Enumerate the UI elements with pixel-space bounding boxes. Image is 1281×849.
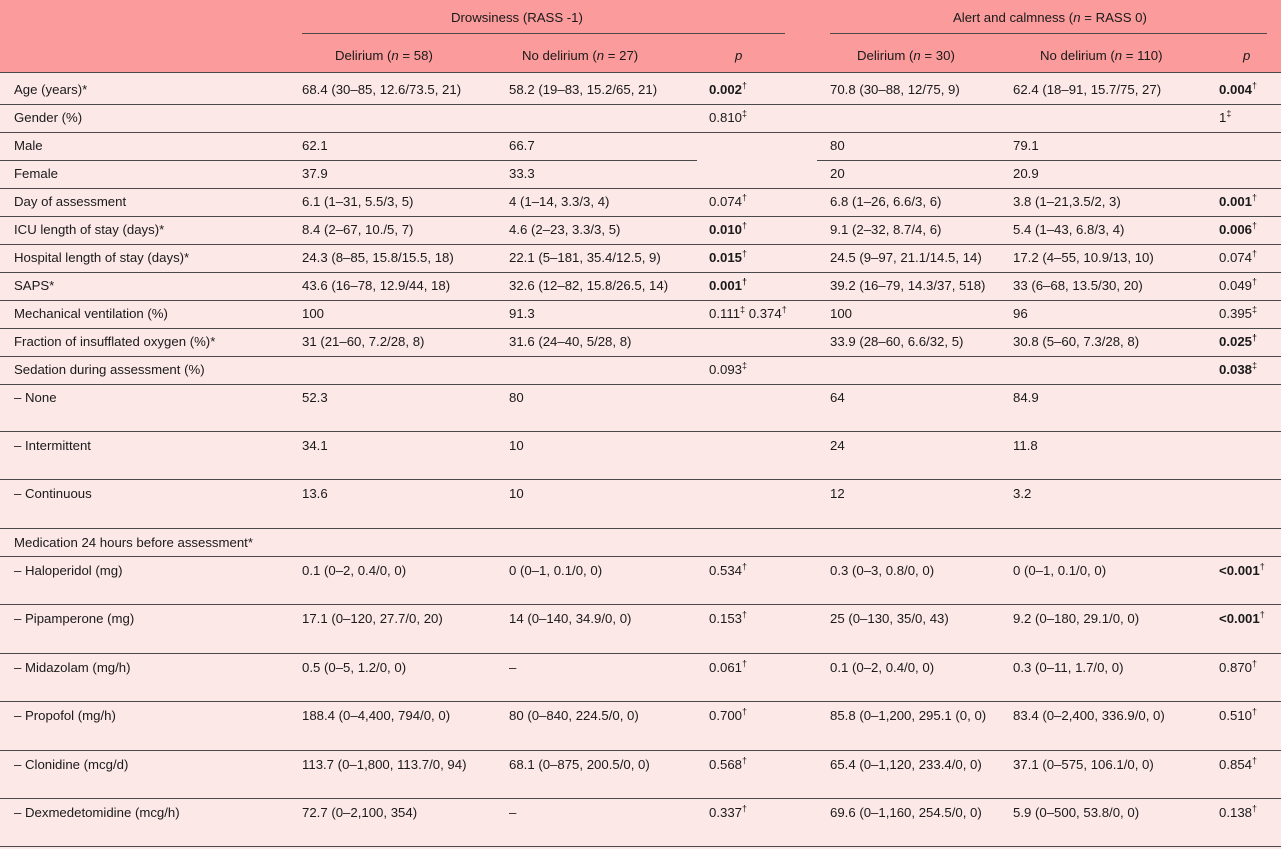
cell-drowsy-nodelirium: – bbox=[509, 660, 517, 675]
cell-drowsy-nodelirium: 4 (1–14, 3.3/3, 4) bbox=[509, 194, 610, 209]
footnote-marker: ‡ bbox=[1226, 108, 1232, 119]
footnote-marker: † bbox=[742, 561, 748, 572]
p-value: 0.004 bbox=[1219, 82, 1253, 97]
group-header-alert: Alert and calmness (n = RASS 0) bbox=[953, 10, 1147, 25]
cell-alert-nodelirium: 0.3 (0–11, 1.7/0, 0) bbox=[1013, 660, 1124, 675]
col-header-delirium-58: Delirium (n = 58) bbox=[335, 48, 433, 63]
cell-drowsy-nodelirium: 22.1 (5–181, 35.4/12.5, 9) bbox=[509, 250, 661, 265]
cell-alert-nodelirium: 5.4 (1–43, 6.8/3, 4) bbox=[1013, 222, 1125, 237]
p-value: <0.001 bbox=[1219, 611, 1260, 626]
row-label: Gender (%) bbox=[14, 110, 83, 125]
row-divider bbox=[0, 132, 1281, 133]
cell-drowsy-delirium: 8.4 (2–67, 10./5, 7) bbox=[302, 222, 414, 237]
row-label: ICU length of stay (days)* bbox=[14, 222, 165, 237]
cell-p-drowsiness bbox=[709, 194, 747, 210]
cell-alert-nodelirium: 84.9 bbox=[1013, 390, 1039, 405]
cell-alert-nodelirium: 33 (6–68, 13.5/30, 20) bbox=[1013, 278, 1143, 293]
row-label: Mechanical ventilation (%) bbox=[14, 306, 168, 321]
p-value: 0.074 bbox=[1219, 250, 1253, 265]
cell-alert-nodelirium: 62.4 (18–91, 15.7/75, 27) bbox=[1013, 82, 1162, 97]
row-divider bbox=[0, 104, 1281, 105]
cell-p-alert bbox=[1219, 362, 1257, 378]
footnote-marker: † bbox=[742, 192, 748, 203]
cell-drowsy-nodelirium: 10 bbox=[509, 486, 524, 501]
row-divider bbox=[0, 798, 1281, 799]
cell-alert-nodelirium: 83.4 (0–2,400, 336.9/0, 0) bbox=[1013, 708, 1165, 723]
row-label: – Dexmedetomidine (mcg/h) bbox=[14, 805, 180, 820]
footnote-marker: † bbox=[742, 248, 748, 259]
footnote-marker: † bbox=[742, 803, 748, 814]
cell-p-drowsiness bbox=[709, 362, 747, 378]
cell-p-alert bbox=[1219, 278, 1257, 294]
p-value: 0.700 bbox=[709, 708, 743, 723]
cell-p-alert bbox=[1219, 194, 1257, 210]
row-label: Day of assessment bbox=[14, 194, 127, 209]
row-divider bbox=[0, 750, 1281, 751]
row-divider bbox=[0, 653, 1281, 654]
cell-p-alert bbox=[1219, 563, 1265, 579]
footnote-marker: ‡ bbox=[740, 304, 746, 315]
row-label: Age (years)* bbox=[14, 82, 88, 97]
cell-p-alert bbox=[1219, 805, 1257, 821]
cell-alert-nodelirium: 5.9 (0–500, 53.8/0, 0) bbox=[1013, 805, 1140, 820]
p-value: 0.395 bbox=[1219, 306, 1253, 321]
row-label: – Intermittent bbox=[14, 438, 91, 453]
col-header-delirium-30: Delirium (n = 30) bbox=[857, 48, 955, 63]
row-divider bbox=[0, 528, 1281, 529]
p-value: 0.870 bbox=[1219, 660, 1253, 675]
row-divider bbox=[0, 160, 697, 161]
p-value: 0.510 bbox=[1219, 708, 1253, 723]
cell-alert-nodelirium: 17.2 (4–55, 10.9/13, 10) bbox=[1013, 250, 1154, 265]
cell-p-alert bbox=[1219, 110, 1231, 126]
cell-drowsy-delirium: 52.3 bbox=[302, 390, 328, 405]
cell-p-drowsiness bbox=[709, 250, 747, 266]
row-label: Fraction of insufflated oxygen (%)* bbox=[14, 334, 216, 349]
footnote-marker: † bbox=[1252, 220, 1258, 231]
cell-p-drowsiness bbox=[709, 611, 747, 627]
cell-alert-nodelirium: 37.1 (0–575, 106.1/0, 0) bbox=[1013, 757, 1154, 772]
row-label: – Haloperidol (mg) bbox=[14, 563, 123, 578]
cell-drowsy-delirium: 0.5 (0–5, 1.2/0, 0) bbox=[302, 660, 407, 675]
cell-drowsy-delirium: 6.1 (1–31, 5.5/3, 5) bbox=[302, 194, 414, 209]
cell-p-drowsiness bbox=[709, 278, 747, 294]
cell-drowsy-nodelirium: 31.6 (24–40, 5/28, 8) bbox=[509, 334, 632, 349]
p-value: 0.568 bbox=[709, 757, 743, 772]
row-label: Sedation during assessment (%) bbox=[14, 362, 205, 377]
cell-drowsy-delirium: 0.1 (0–2, 0.4/0, 0) bbox=[302, 563, 407, 578]
cell-alert-delirium: 70.8 (30–88, 12/75, 9) bbox=[830, 82, 960, 97]
p-value: 0.074 bbox=[709, 194, 743, 209]
row-divider bbox=[0, 701, 1281, 702]
cell-p-alert bbox=[1219, 757, 1257, 773]
cell-drowsy-delirium: 62.1 bbox=[302, 138, 328, 153]
footnote-marker: † bbox=[1252, 192, 1258, 203]
cell-alert-delirium: 65.4 (0–1,120, 233.4/0, 0) bbox=[830, 757, 982, 772]
table-bottom-rule bbox=[0, 846, 1281, 847]
cell-alert-delirium: 20 bbox=[830, 166, 845, 181]
row-label: – Clonidine (mcg/d) bbox=[14, 757, 129, 772]
footnote-marker: † bbox=[1259, 561, 1265, 572]
row-divider bbox=[0, 188, 1281, 189]
cell-drowsy-delirium: 31 (21–60, 7.2/28, 8) bbox=[302, 334, 425, 349]
p-value: 0.138 bbox=[1219, 805, 1253, 820]
cell-p-drowsiness bbox=[709, 660, 747, 676]
p-value: 0.010 bbox=[709, 222, 743, 237]
p-value: 0.015 bbox=[709, 250, 743, 265]
p-value: 0.810 bbox=[709, 110, 743, 125]
row-divider bbox=[0, 272, 1281, 273]
p-value: 0.854 bbox=[1219, 757, 1253, 772]
footnote-marker: † bbox=[742, 658, 748, 669]
cell-alert-nodelirium: 3.8 (1–21,3.5/2, 3) bbox=[1013, 194, 1121, 209]
p-value: <0.001 bbox=[1219, 563, 1260, 578]
cell-drowsy-delirium: 68.4 (30–85, 12.6/73.5, 21) bbox=[302, 82, 462, 97]
footnote-marker: ‡ bbox=[1252, 360, 1258, 371]
cell-drowsy-nodelirium: 66.7 bbox=[509, 138, 535, 153]
cell-drowsy-delirium: 24.3 (8–85, 15.8/15.5, 18) bbox=[302, 250, 454, 265]
row-label: Female bbox=[14, 166, 58, 181]
p-value: 0.002 bbox=[709, 82, 743, 97]
row-divider bbox=[0, 479, 1281, 480]
cell-alert-delirium: 0.1 (0–2, 0.4/0, 0) bbox=[830, 660, 935, 675]
row-label: Hospital length of stay (days)* bbox=[14, 250, 190, 265]
cell-alert-delirium: 24.5 (9–97, 21.1/14.5, 14) bbox=[830, 250, 982, 265]
cell-drowsy-delirium: 13.6 bbox=[302, 486, 328, 501]
cell-drowsy-delirium: 72.7 (0–2,100, 354) bbox=[302, 805, 418, 820]
cell-alert-delirium: 64 bbox=[830, 390, 845, 405]
cell-p-alert bbox=[1219, 660, 1257, 676]
cell-p-alert bbox=[1219, 708, 1257, 724]
footnote-marker: † bbox=[1252, 706, 1258, 717]
cell-alert-nodelirium: 96 bbox=[1013, 306, 1028, 321]
p-value-secondary: 0.374 bbox=[745, 306, 782, 321]
cell-drowsy-delirium: 37.9 bbox=[302, 166, 328, 181]
cell-alert-delirium: 39.2 (16–79, 14.3/37, 518) bbox=[830, 278, 986, 293]
cell-drowsy-nodelirium: 33.3 bbox=[509, 166, 535, 181]
footnote-marker: † bbox=[1252, 803, 1258, 814]
footnote-marker: † bbox=[1252, 658, 1258, 669]
footnote-marker: † bbox=[1252, 276, 1258, 287]
cell-p-drowsiness bbox=[709, 805, 747, 821]
cell-drowsy-delirium: 43.6 (16–78, 12.9/44, 18) bbox=[302, 278, 451, 293]
col-header-p1: p bbox=[735, 48, 743, 63]
header-bottom-rule bbox=[0, 72, 1281, 73]
p-value: 0.001 bbox=[1219, 194, 1253, 209]
cell-alert-delirium: 100 bbox=[830, 306, 853, 321]
row-divider bbox=[0, 384, 1281, 385]
cell-alert-delirium: 0.3 (0–3, 0.8/0, 0) bbox=[830, 563, 935, 578]
footnote-marker: ‡ bbox=[1252, 304, 1258, 315]
cell-drowsy-nodelirium: 80 (0–840, 224.5/0, 0) bbox=[509, 708, 639, 723]
cell-drowsy-delirium: 100 bbox=[302, 306, 325, 321]
footnote-marker: † bbox=[742, 706, 748, 717]
cell-alert-nodelirium: 20.9 bbox=[1013, 166, 1039, 181]
cell-alert-delirium: 33.9 (28–60, 6.6/32, 5) bbox=[830, 334, 964, 349]
cell-p-drowsiness bbox=[709, 306, 787, 322]
cell-drowsy-nodelirium: – bbox=[509, 805, 517, 820]
cell-drowsy-delirium: 188.4 (0–4,400, 794/0, 0) bbox=[302, 708, 451, 723]
cell-drowsy-nodelirium: 10 bbox=[509, 438, 524, 453]
row-divider bbox=[0, 328, 1281, 329]
cell-drowsy-nodelirium: 4.6 (2–23, 3.3/3, 5) bbox=[509, 222, 621, 237]
p-value: 0.049 bbox=[1219, 278, 1253, 293]
col-header-nodelirium-27: No delirium (n = 27) bbox=[522, 48, 639, 63]
row-label: – Midazolam (mg/h) bbox=[14, 660, 131, 675]
cell-p-drowsiness bbox=[709, 110, 747, 126]
cell-alert-delirium: 85.8 (0–1,200, 295.1 (0, 0) bbox=[830, 708, 987, 723]
p-value: 0.093 bbox=[709, 362, 743, 377]
cell-alert-nodelirium: 11.8 bbox=[1013, 438, 1038, 453]
group-header-drowsiness: Drowsiness (RASS -1) bbox=[451, 10, 583, 25]
p-value: 0.337 bbox=[709, 805, 743, 820]
row-divider bbox=[0, 604, 1281, 605]
cell-alert-nodelirium: 30.8 (5–60, 7.3/28, 8) bbox=[1013, 334, 1140, 349]
row-divider bbox=[0, 556, 1281, 557]
cell-alert-delirium: 9.1 (2–32, 8.7/4, 6) bbox=[830, 222, 942, 237]
cell-p-drowsiness bbox=[709, 708, 747, 724]
row-label: – Propofol (mg/h) bbox=[14, 708, 116, 723]
footnote-marker: † bbox=[1252, 332, 1258, 343]
cell-alert-nodelirium: 3.2 bbox=[1013, 486, 1032, 501]
row-divider bbox=[0, 356, 1281, 357]
cell-p-drowsiness bbox=[709, 222, 747, 238]
p-value: 0.153 bbox=[709, 611, 743, 626]
cell-drowsy-nodelirium: 91.3 bbox=[509, 306, 535, 321]
row-label: Male bbox=[14, 138, 43, 153]
p-value: 1 bbox=[1219, 110, 1227, 125]
p-value: 0.061 bbox=[709, 660, 743, 675]
footnote-marker: † bbox=[742, 755, 748, 766]
cell-drowsy-delirium: 17.1 (0–120, 27.7/0, 20) bbox=[302, 611, 443, 626]
cell-p-alert bbox=[1219, 334, 1257, 350]
p-value: 0.111 bbox=[709, 306, 741, 321]
cell-alert-delirium: 6.8 (1–26, 6.6/3, 6) bbox=[830, 194, 942, 209]
row-label: Medication 24 hours before assessment* bbox=[14, 535, 253, 550]
row-divider bbox=[0, 300, 1281, 301]
cell-p-alert bbox=[1219, 250, 1257, 266]
row-label: – Pipamperone (mg) bbox=[14, 611, 135, 626]
col-header-p2: p bbox=[1243, 48, 1251, 63]
footnote-marker: ‡ bbox=[742, 360, 748, 371]
cell-drowsy-nodelirium: 58.2 (19–83, 15.2/65, 21) bbox=[509, 82, 658, 97]
footnote-marker: † bbox=[1252, 755, 1258, 766]
row-label: SAPS* bbox=[14, 278, 55, 293]
p-value: 0.006 bbox=[1219, 222, 1253, 237]
cell-p-alert bbox=[1219, 306, 1257, 322]
cell-alert-nodelirium: 79.1 bbox=[1013, 138, 1039, 153]
footnote-marker: † bbox=[781, 304, 787, 315]
row-divider bbox=[0, 431, 1281, 432]
row-divider bbox=[817, 160, 1281, 161]
cell-p-drowsiness bbox=[709, 757, 747, 773]
cell-p-drowsiness bbox=[709, 82, 747, 98]
row-divider bbox=[0, 244, 1281, 245]
cell-alert-delirium: 12 bbox=[830, 486, 845, 501]
cell-alert-delirium: 24 bbox=[830, 438, 845, 453]
cell-alert-nodelirium: 9.2 (0–180, 29.1/0, 0) bbox=[1013, 611, 1140, 626]
p-value: 0.001 bbox=[709, 278, 743, 293]
p-value: 0.038 bbox=[1219, 362, 1253, 377]
cell-drowsy-nodelirium: 80 bbox=[509, 390, 524, 405]
group-underline-alert bbox=[830, 33, 1267, 34]
cell-alert-delirium: 69.6 (0–1,160, 254.5/0, 0) bbox=[830, 805, 982, 820]
cell-drowsy-delirium: 34.1 bbox=[302, 438, 328, 453]
cell-drowsy-delirium: 113.7 (0–1,800, 113.7/0, 94) bbox=[302, 757, 467, 772]
footnote-marker: † bbox=[1252, 248, 1258, 259]
group-underline-drowsiness bbox=[302, 33, 785, 34]
p-value: 0.534 bbox=[709, 563, 743, 578]
cell-p-alert bbox=[1219, 82, 1257, 98]
row-divider bbox=[0, 216, 1281, 217]
col-header-nodelirium-110: No delirium (n = 110) bbox=[1040, 48, 1163, 63]
cell-alert-nodelirium: 0 (0–1, 0.1/0, 0) bbox=[1013, 563, 1107, 578]
footnote-marker: ‡ bbox=[742, 108, 748, 119]
cell-alert-delirium: 25 (0–130, 35/0, 43) bbox=[830, 611, 949, 626]
footnote-marker: † bbox=[1252, 80, 1258, 91]
cell-drowsy-nodelirium: 68.1 (0–875, 200.5/0, 0) bbox=[509, 757, 650, 772]
cell-p-alert bbox=[1219, 611, 1265, 627]
p-value: 0.025 bbox=[1219, 334, 1253, 349]
footnote-marker: † bbox=[742, 80, 748, 91]
cell-p-drowsiness bbox=[709, 563, 747, 579]
footnote-marker: † bbox=[1259, 609, 1265, 620]
cell-drowsy-nodelirium: 32.6 (12–82, 15.8/26.5, 14) bbox=[509, 278, 669, 293]
footnote-marker: † bbox=[742, 276, 748, 287]
cell-alert-delirium: 80 bbox=[830, 138, 845, 153]
cell-p-alert bbox=[1219, 222, 1257, 238]
cell-drowsy-nodelirium: 14 (0–140, 34.9/0, 0) bbox=[509, 611, 632, 626]
footnote-marker: † bbox=[742, 609, 748, 620]
row-label: – Continuous bbox=[14, 486, 92, 501]
footnote-marker: † bbox=[742, 220, 748, 231]
row-label: – None bbox=[14, 390, 57, 405]
cell-drowsy-nodelirium: 0 (0–1, 0.1/0, 0) bbox=[509, 563, 603, 578]
